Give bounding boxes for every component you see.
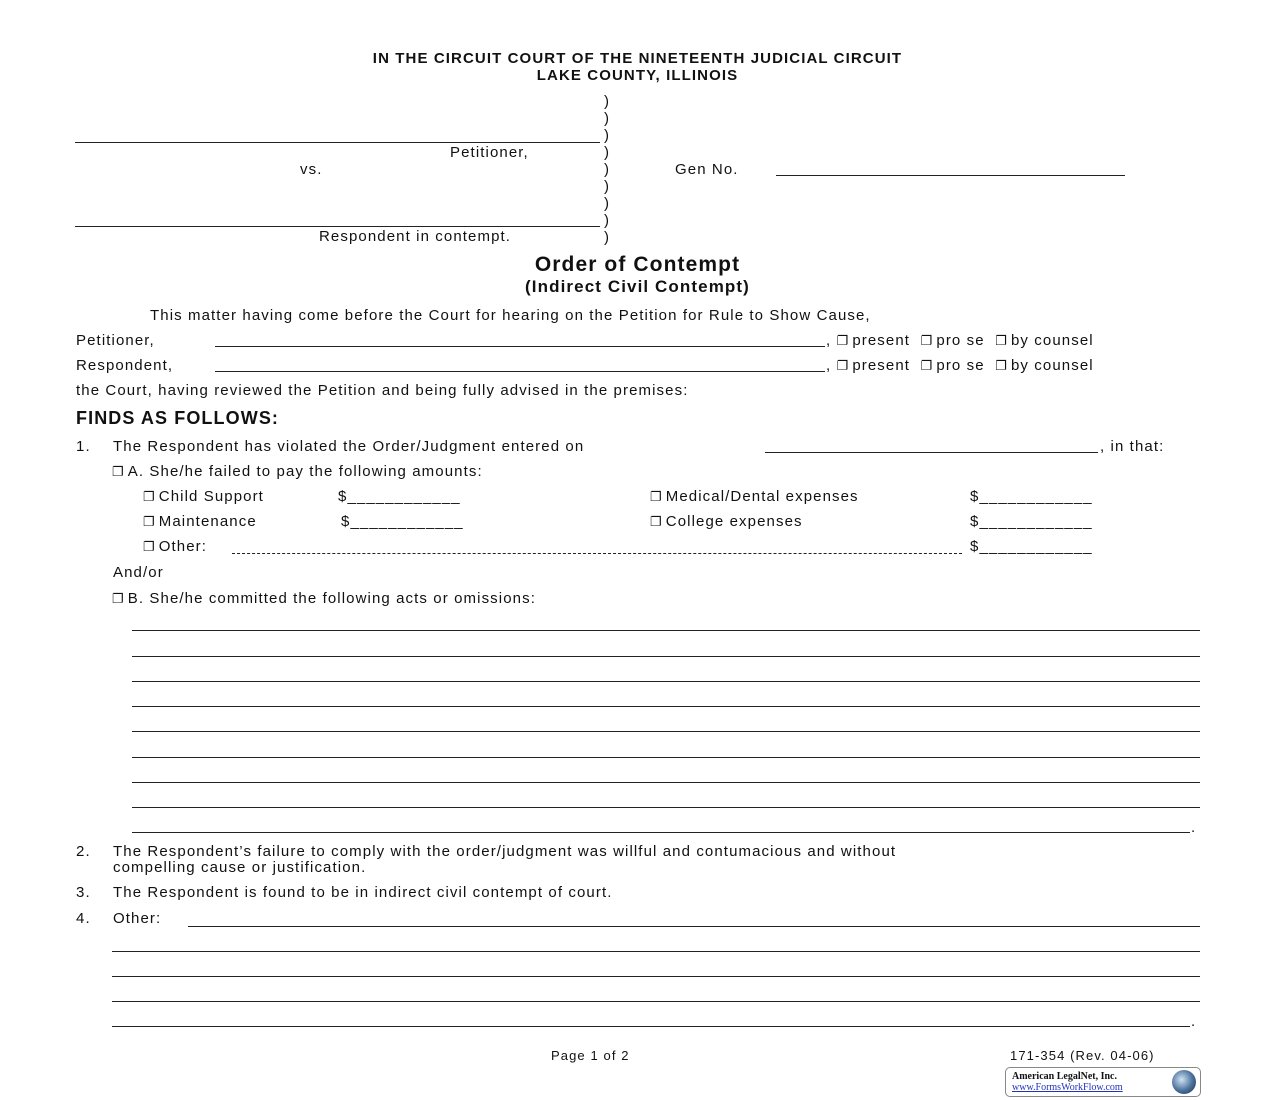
other-label: Other: <box>158 538 208 555</box>
acts-line[interactable] <box>132 656 1200 657</box>
college-row <box>650 513 803 531</box>
petitioner-name-field[interactable] <box>75 142 600 143</box>
item-2-line2: compelling cause or justification. <box>113 859 367 876</box>
intro-text: This matter having come before the Court for hearing on the Petition for Rule to Show Cause, <box>150 307 871 324</box>
present-label: present <box>852 332 911 349</box>
vs-label: vs. <box>300 161 323 178</box>
other-checkbox[interactable]: ❐ <box>143 539 156 554</box>
period: . <box>1191 819 1197 836</box>
logo-name: American LegalNet, Inc. <box>1012 1071 1117 1082</box>
present-label: present <box>852 357 911 374</box>
petitioner-label: Petitioner, <box>450 144 529 161</box>
gen-no-label: Gen No. <box>675 161 739 178</box>
medical-row <box>650 488 859 506</box>
paren: ) <box>604 178 609 195</box>
item-a-checkbox[interactable]: ❐ <box>112 464 125 479</box>
other-amount-row <box>143 538 207 556</box>
other-line[interactable] <box>188 926 1200 927</box>
petitioner-pro-se-checkbox[interactable]: ❐ <box>920 333 934 348</box>
maintenance-label: Maintenance <box>158 513 257 530</box>
respondent-pro-se-checkbox[interactable]: ❐ <box>920 358 934 373</box>
item-2-line1: The Respondent’s failure to comply with the order/judgment was willful and contumacious and without <box>113 843 897 860</box>
court-review-text: the Court, having reviewed the Petition and being fully advised in the premises: <box>76 382 689 399</box>
paren: ) <box>604 127 609 144</box>
paren: ) <box>604 229 609 246</box>
item-a-text: A. She/he failed to pay the following amounts: <box>127 463 483 480</box>
medical-amount-field[interactable]: $____________ <box>970 488 1093 505</box>
college-amount-field[interactable]: $____________ <box>970 513 1093 530</box>
item-b-checkbox[interactable]: ❐ <box>112 591 125 606</box>
respondent-appearance-options <box>826 357 1094 375</box>
county-header: LAKE COUNTY, ILLINOIS <box>536 67 739 84</box>
maintenance-row <box>143 513 257 531</box>
paren: ) <box>604 161 609 178</box>
child-support-amount-field[interactable]: $____________ <box>338 488 461 505</box>
maintenance-checkbox[interactable]: ❐ <box>143 514 156 529</box>
other-line[interactable] <box>112 1026 1190 1027</box>
respondent-by-counsel-checkbox[interactable]: ❐ <box>995 358 1008 373</box>
item-3-number: 3. <box>76 884 91 901</box>
pro-se-label: pro se <box>936 357 985 374</box>
pro-se-label: pro se <box>936 332 985 349</box>
acts-line[interactable] <box>132 832 1190 833</box>
globe-icon <box>1172 1070 1196 1094</box>
other-description-field[interactable] <box>232 553 962 554</box>
paren: ) <box>604 110 609 127</box>
petitioner-appearance-field[interactable] <box>215 346 825 347</box>
period: . <box>1191 1013 1197 1030</box>
item-4-label: Other: <box>113 910 162 927</box>
acts-line[interactable] <box>132 807 1200 808</box>
item-2-number: 2. <box>76 843 91 860</box>
maintenance-amount-field[interactable]: $____________ <box>341 513 464 530</box>
respondent-appearance-field[interactable] <box>215 371 825 372</box>
comma: , <box>826 357 832 374</box>
acts-line[interactable] <box>132 706 1200 707</box>
college-checkbox[interactable]: ❐ <box>650 514 663 529</box>
paren: ) <box>604 195 609 212</box>
item-1-number: 1. <box>76 438 91 455</box>
other-line[interactable] <box>112 976 1200 977</box>
medical-checkbox[interactable]: ❐ <box>650 489 663 504</box>
respondent-appearance-label: Respondent, <box>76 357 174 374</box>
respondent-name-field[interactable] <box>75 226 600 227</box>
petitioner-present-checkbox[interactable]: ❐ <box>836 333 850 348</box>
item-3-text: The Respondent is found to be in indirect civil contempt of court. <box>113 884 613 901</box>
other-line[interactable] <box>112 951 1200 952</box>
acts-line[interactable] <box>132 757 1200 758</box>
and-or-label: And/or <box>113 564 164 581</box>
petitioner-appearance-label: Petitioner, <box>76 332 155 349</box>
item-a <box>112 463 483 481</box>
american-legalnet-logo[interactable] <box>1005 1067 1201 1097</box>
gen-no-field[interactable] <box>776 175 1125 176</box>
respondent-label: Respondent in contempt. <box>319 228 512 245</box>
page-title: Order of Contempt <box>534 253 741 276</box>
medical-label: Medical/Dental expenses <box>665 488 859 505</box>
acts-line[interactable] <box>132 630 1200 631</box>
paren: ) <box>604 93 609 110</box>
child-support-label: Child Support <box>158 488 264 505</box>
paren: ) <box>604 144 609 161</box>
finds-heading: FINDS AS FOLLOWS: <box>76 408 280 428</box>
item-1-tail: , in that: <box>1100 438 1165 455</box>
acts-line[interactable] <box>132 731 1200 732</box>
acts-line[interactable] <box>132 681 1200 682</box>
item-1-text: The Respondent has violated the Order/Judgment entered on <box>113 438 585 455</box>
acts-line[interactable] <box>132 782 1200 783</box>
page-subtitle: (Indirect Civil Contempt) <box>525 277 750 296</box>
by-counsel-label: by counsel <box>1010 332 1094 349</box>
by-counsel-label: by counsel <box>1010 357 1094 374</box>
page-number: Page 1 of 2 <box>551 1048 630 1063</box>
judgment-date-field[interactable] <box>765 452 1098 453</box>
child-support-row <box>143 488 264 506</box>
logo-url-link[interactable]: www.FormsWorkFlow.com <box>1012 1082 1123 1093</box>
item-b-text: B. She/he committed the following acts or omissions: <box>127 590 536 607</box>
paren: ) <box>604 212 609 229</box>
child-support-checkbox[interactable]: ❐ <box>143 489 156 504</box>
respondent-present-checkbox[interactable]: ❐ <box>836 358 850 373</box>
item-4-number: 4. <box>76 910 91 927</box>
college-label: College expenses <box>665 513 803 530</box>
form-number: 171-354 (Rev. 04-06) <box>1010 1048 1155 1063</box>
other-amount-field[interactable]: $____________ <box>970 538 1093 555</box>
item-b <box>112 590 536 608</box>
court-header: IN THE CIRCUIT COURT OF THE NINETEENTH JUDICIAL CIRCUIT <box>372 50 903 67</box>
petitioner-by-counsel-checkbox[interactable]: ❐ <box>995 333 1008 348</box>
petitioner-appearance-options <box>826 332 1094 350</box>
other-line[interactable] <box>112 1001 1200 1002</box>
comma: , <box>826 332 832 349</box>
